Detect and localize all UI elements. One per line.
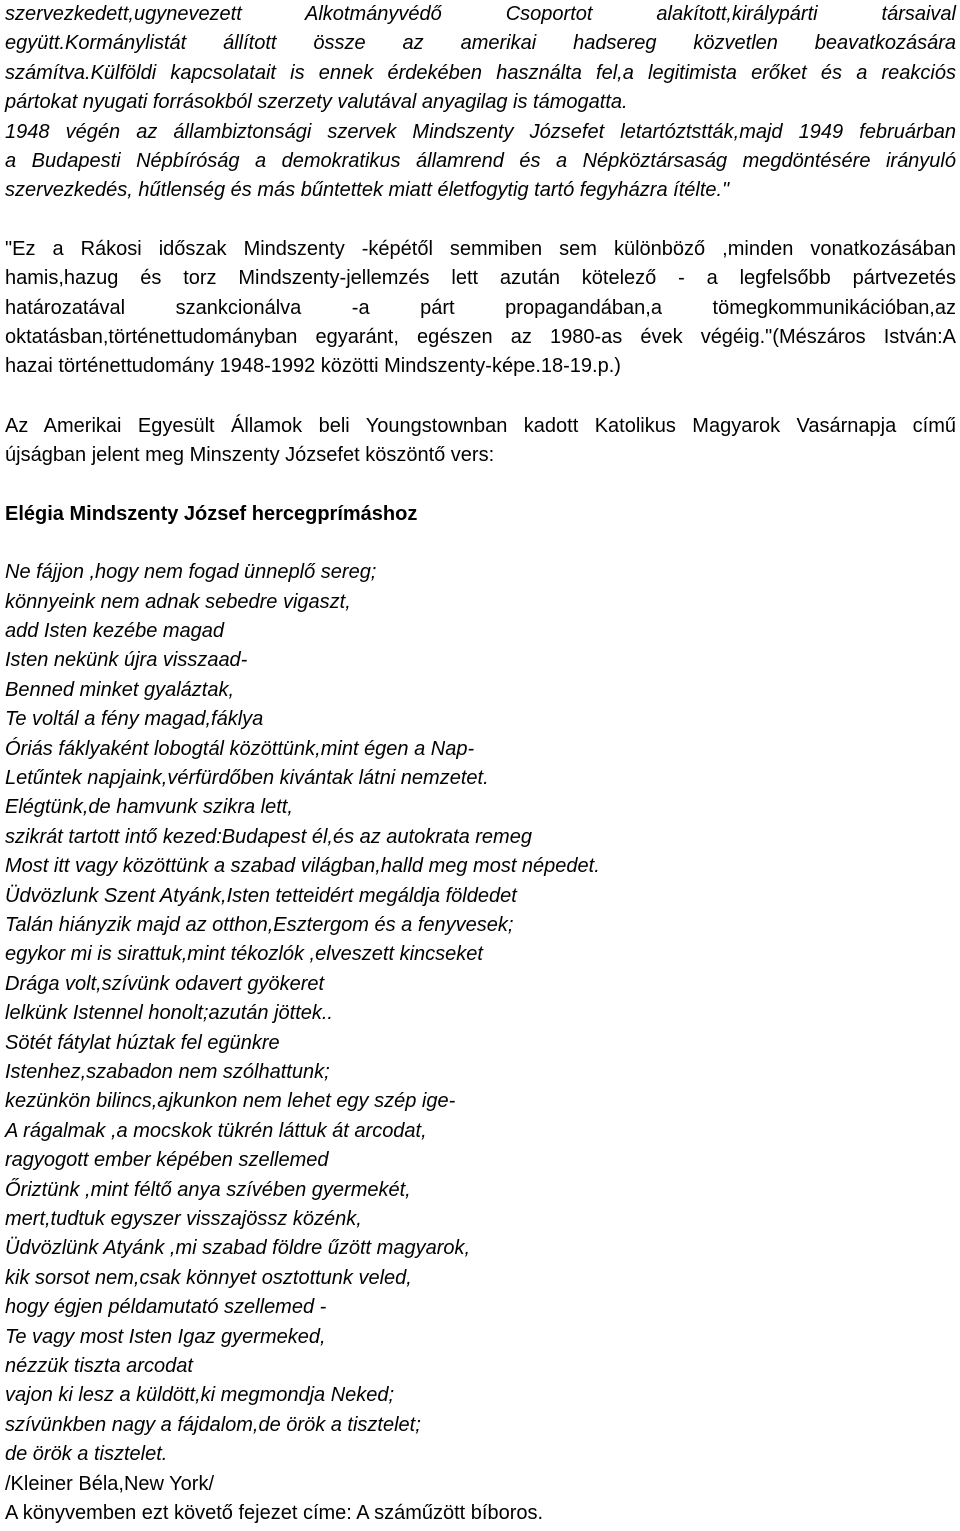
newspaper-paragraph — [5, 412, 956, 471]
poem-line: lelkünk Istennel honolt;azután jöttek.. — [5, 1002, 333, 1025]
newspaper-line: Az Amerikai Egyesült Államok beli Youngstownban kadott Katolikus Magyarok Vasárnapja című — [5, 414, 956, 437]
poem-line: Te voltál a fény magad,fáklya — [5, 708, 264, 731]
intro-paragraph — [5, 0, 956, 206]
quote-paragraph — [5, 235, 956, 382]
intro-line: pártokat nyugati forrásokból szerzety valutával anyagilag is támogatta. — [5, 91, 628, 114]
poem-line: Óriás fáklyaként lobogtál közöttünk,mint égen a Nap- — [5, 737, 475, 760]
poem-line: Üdvözlünk Atyánk ,mi szabad földre űzött magyarok, — [5, 1237, 471, 1260]
poem-line: Letűntek napjaink,vérfürdőben kivántak látni nemzetet. — [5, 766, 489, 789]
poem-line: szívünkben nagy a fájdalom,de örök a tisztelet; — [5, 1413, 421, 1436]
next-chapter-note: A könyvemben ezt követő fejezet címe: A száműzött bíboros. — [5, 1502, 544, 1525]
poem-line: szikrát tartott intő kezed:Budapest él,és az autokrata remeg — [5, 825, 532, 848]
poem-line: Elégtünk,de hamvunk szikra lett, — [5, 796, 293, 819]
poem-title: Elégia Mindszenty József hercegprímáshoz — [5, 502, 418, 525]
poem-line: add Isten kezébe magad — [5, 619, 225, 642]
quote-line: oktatásban,történettudományban egyaránt, egészen az 1980-as évek végéig."(Mészáros István:A — [5, 326, 956, 349]
poem-line: vajon ki lesz a küldött,ki megmondja Neked; — [5, 1384, 395, 1407]
poem-line: ragyogott ember képében szellemed — [5, 1149, 329, 1172]
intro-line: 1948 végén az állambiztonsági szervek Mindszenty Józsefet letartóztstták,majd 1949 februárban — [5, 120, 956, 143]
intro-line: számítva.Külföldi kapcsolatait is ennek érdekében használta fel,a legitimista erőket és a reakciós — [5, 61, 956, 84]
poem-line: Őriztünk ,mint féltő anya szívében gyermekét, — [5, 1178, 411, 1201]
poem-line: de örök a tisztelet. — [5, 1443, 168, 1466]
poem-line: hogy égjen példamutató szellemed - — [5, 1296, 327, 1319]
poem-line: kik sorsot nem,csak könnyet osztottunk veled, — [5, 1266, 412, 1289]
quote-line: "Ez a Rákosi időszak Mindszenty -képétől semmiben sem különböző ,minden vonatkozásában — [5, 237, 956, 260]
poem-line: Ne fájjon ,hogy nem fogad ünneplő sereg; — [5, 561, 377, 584]
poem-signature: /Kleiner Béla,New York/ — [5, 1472, 215, 1495]
quote-line: határozatával szankcionálva -a párt propagandában,a tömegkommunikációban,az — [5, 296, 956, 319]
poem-line: kezünkön bilincs,ajkunkon nem lehet egy szép ige- — [5, 1090, 456, 1113]
poem-line: Benned minket gyaláztak, — [5, 678, 235, 701]
intro-line: a Budapesti Népbíróság a demokratikus államrend és a Népköztársaság megdöntésére irányuló — [5, 150, 956, 173]
poem-line: Talán hiányzik majd az otthon,Esztergom és a fenyvesek; — [5, 913, 514, 936]
quote-line: hazai történettudomány 1948-1992 közötti Mindszenty-képe.18-19.p.) — [5, 355, 621, 378]
intro-line: szervezkedett,ugynevezett Alkotmányvédő Csoportot alakított,királypárti társaival — [5, 3, 956, 25]
poem-line: Isten nekünk újra visszaad- — [5, 649, 248, 672]
newspaper-line: újságban jelent meg Minszenty Józsefet köszöntő vers: — [5, 444, 495, 467]
poem-line: A rágalmak ,a mocskok tükrén láttuk át arcodat, — [5, 1119, 427, 1142]
poem-line: Istenhez,szabadon nem szólhattunk; — [5, 1061, 330, 1083]
poem-line: könnyeink nem adnak sebedre vigaszt, — [5, 590, 351, 613]
poem-line: Most itt vagy közöttünk a szabad világban,halld meg most népedet. — [5, 855, 600, 878]
intro-line: együtt.Kormánylistát állított össze az amerikai hadsereg közvetlen beavatkozására — [5, 32, 956, 55]
quote-line: hamis,hazug és torz Mindszenty-jellemzés lett azután kötelező - a legfelsőbb pártvezetés — [5, 267, 956, 290]
poem-body — [5, 558, 956, 1470]
closing — [5, 1470, 956, 1529]
poem-line: Drága volt,szívünk odavert gyökeret — [5, 972, 325, 995]
poem-line: Sötét fátylat húztak fel egünkre — [5, 1031, 280, 1054]
poem-line: Te vagy most Isten Igaz gyermeked, — [5, 1325, 326, 1348]
poem-line: egykor mi is sirattuk,mint tékozlók ,elveszett kincseket — [5, 943, 483, 966]
intro-line: szervezkedés, hűtlenség és más bűntettek miatt életfogytig tartó fegyházra ítélte." — [5, 179, 730, 202]
poem-line: mert,tudtuk egyszer visszajössz közénk, — [5, 1208, 362, 1231]
poem-line: nézzük tiszta arcodat — [5, 1355, 193, 1378]
poem-line: Üdvözlunk Szent Atyánk,Isten tetteidért megáldja földedet — [5, 884, 517, 907]
